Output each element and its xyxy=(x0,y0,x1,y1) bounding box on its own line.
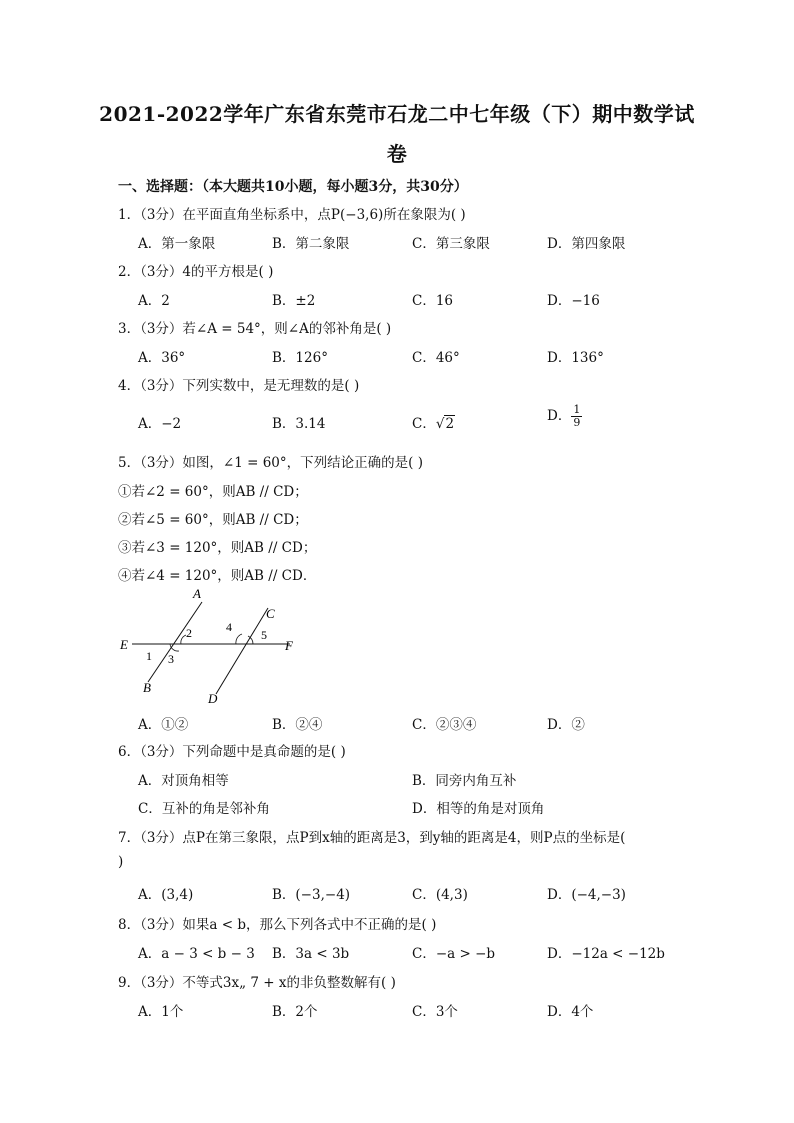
q6-option-d: D．相等的角是对顶角 xyxy=(412,801,545,817)
q2-option-b: B．±2 xyxy=(272,293,316,309)
angle-arc-1 xyxy=(170,644,179,651)
q4-sqrt-value: 2 xyxy=(445,416,455,432)
q5-item-1: ①若∠2 = 60°，则AB // CD； xyxy=(118,484,308,500)
section-heading: 一、选择题：（本大题共10小题，每小题3分，共30分） xyxy=(118,179,468,195)
q2-stem: 2．（3分）4的平方根是( ) xyxy=(118,264,274,280)
q5-item-4: ④若∠4 = 120°，则AB // CD． xyxy=(118,568,317,584)
q5-option-d: D．② xyxy=(547,717,585,733)
q3-option-b: B．126° xyxy=(272,350,328,366)
q5-option-c: C．②③④ xyxy=(412,717,477,733)
q5-item-3: ③若∠3 = 120°，则AB // CD； xyxy=(118,540,317,556)
q8-option-b: B．3a < 3b xyxy=(272,946,350,962)
q1-option-a: A．第一象限 xyxy=(138,236,216,252)
q9-option-a: A．1个 xyxy=(138,1004,184,1020)
q7-option-a: A．(3,4) xyxy=(138,887,194,903)
q7-option-d: D．(−4,−3) xyxy=(547,887,626,903)
q7-option-b: B．(−3,−4) xyxy=(272,887,351,903)
parallel-lines-figure xyxy=(110,586,310,706)
line-cd xyxy=(216,608,268,694)
label-e: E xyxy=(120,637,128,652)
q7-stem-cont: ) xyxy=(118,854,124,870)
q8-option-d: D．−12a < −12b xyxy=(547,946,665,962)
label-b: B xyxy=(143,680,151,695)
q5-stem: 5．（3分）如图，∠1 = 60°，下列结论正确的是( ) xyxy=(118,455,423,471)
q4-option-d-label: D． xyxy=(547,408,572,424)
q4-option-c xyxy=(412,412,455,432)
q8-option-a: A．a − 3 < b − 3 xyxy=(138,946,255,962)
q2-option-a: A．2 xyxy=(138,293,170,309)
q3-option-c: C．46° xyxy=(412,350,460,366)
q6-option-c: C．互补的角是邻补角 xyxy=(138,801,270,817)
q1-option-b: B．第二象限 xyxy=(272,236,350,252)
q5-item-2: ②若∠5 = 60°，则AB // CD； xyxy=(118,512,308,528)
label-f: F xyxy=(285,638,293,653)
label-angle-1: 1 xyxy=(146,649,152,663)
q1-option-d: D．第四象限 xyxy=(547,236,626,252)
q1-option-c: C．第三象限 xyxy=(412,236,490,252)
label-a: A xyxy=(193,586,201,601)
q4-frac-numerator: 1 xyxy=(573,403,581,416)
q6-option-a: A．对顶角相等 xyxy=(138,773,229,789)
q2-option-c: C．16 xyxy=(412,293,454,309)
q8-stem: 8．（3分）如果a < b，那么下列各式中不正确的是( ) xyxy=(118,917,437,933)
q5-option-b: B．②④ xyxy=(272,717,323,733)
q4-option-c-label: C． xyxy=(412,416,436,432)
q6-option-b: B．同旁内角互补 xyxy=(412,773,517,789)
q3-option-d: D．136° xyxy=(547,350,604,366)
label-c: C xyxy=(266,606,275,621)
label-d: D xyxy=(208,691,218,706)
q9-option-c: C．3个 xyxy=(412,1004,458,1020)
q3-option-a: A．36° xyxy=(138,350,186,366)
line-ab xyxy=(148,602,202,682)
exam-title-line1: 2021-2022学年广东省东莞市石龙二中七年级（下）期中数学试 xyxy=(99,102,695,126)
q9-option-b: B．2个 xyxy=(272,1004,318,1020)
q1-stem: 1．（3分）在平面直角坐标系中，点P(−3,6)所在象限为( ) xyxy=(118,207,466,223)
q2-option-d: D．−16 xyxy=(547,293,600,309)
q3-stem: 3．（3分）若∠A = 54°，则∠A的邻补角是( ) xyxy=(118,321,392,337)
q4-option-b: B．3.14 xyxy=(272,416,326,432)
q4-stem: 4．（3分）下列实数中，是无理数的是( ) xyxy=(118,378,360,394)
q4-fraction xyxy=(571,404,582,429)
label-angle-4: 4 xyxy=(226,620,232,634)
q7-stem: 7．（3分）点P在第三象限，点P到x轴的距离是3，到y轴的距离是4，则P点的坐标是( xyxy=(118,830,626,846)
label-angle-2: 2 xyxy=(186,626,192,640)
q4-frac-denominator: 9 xyxy=(573,416,581,429)
q7-option-c: C．(4,3) xyxy=(412,887,468,903)
label-angle-3: 3 xyxy=(168,652,174,666)
q5-option-a: A．①② xyxy=(138,717,189,733)
q6-stem: 6．（3分）下列命题中是真命题的是( ) xyxy=(118,744,346,760)
label-angle-5: 5 xyxy=(261,628,267,642)
sqrt-sign-icon: √ xyxy=(435,416,445,432)
q8-option-c: C．−a > −b xyxy=(412,946,496,962)
q4-option-d xyxy=(547,404,582,429)
q4-option-a: A．−2 xyxy=(138,416,182,432)
q9-option-d: D．4个 xyxy=(547,1004,594,1020)
angle-arc-4 xyxy=(236,634,242,644)
exam-title-line2: 卷 xyxy=(386,142,408,166)
q9-stem: 9．（3分）不等式3x„ 7 + x的非负整数解有( ) xyxy=(118,975,396,991)
